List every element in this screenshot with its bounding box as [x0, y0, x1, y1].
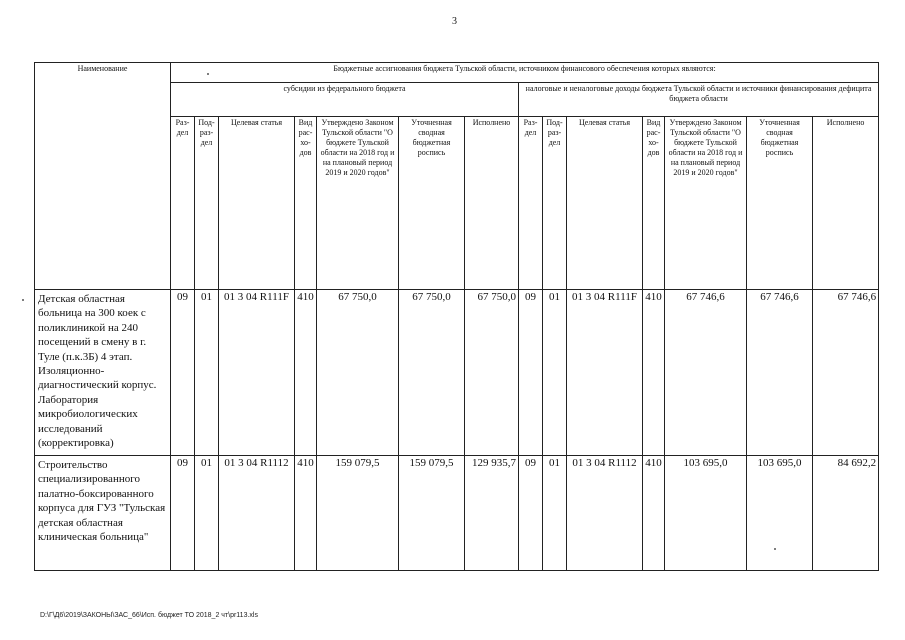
- row-name: Строительство специализированного палатно-боксированного корпуса для ГУЗ "Тульская детская областная клиническая больница": [35, 456, 171, 571]
- regional-tselevaya-cell: 01 3 04 R111F: [567, 290, 643, 456]
- regional-razdel-cell: 09: [519, 456, 543, 571]
- federal-utochnennaya-cell: 67 750,0: [399, 290, 465, 456]
- row-name: Детская областная больница на 300 коек с поликлиникой на 240 посещений в смену в г. Туле (п.к.3Б) 4 этап. Изоляционно-диагностический корпус. Лаборатория микробиологических исследований (корректировка): [35, 290, 171, 456]
- scan-speck: [207, 73, 209, 75]
- federal-ispolneno-cell: 67 750,0: [465, 290, 519, 456]
- federal-utverzhdeno-cell: 159 079,5: [317, 456, 399, 571]
- federal-tselevaya-cell: 01 3 04 R111F: [219, 290, 295, 456]
- regional-utochnennaya-cell: 67 746,6: [747, 290, 813, 456]
- regional-utverzhdeno-cell: 103 695,0: [665, 456, 747, 571]
- federal-utochnennaya-cell: 159 079,5: [399, 456, 465, 571]
- header-top: Бюджетные ассигнования бюджета Тульской области, источником финансового обеспечения которых являются:: [171, 63, 879, 83]
- regional-ispolneno-cell: 67 746,6: [813, 290, 879, 456]
- budget-table: [34, 62, 879, 571]
- table-row: [35, 456, 879, 571]
- header-federal-vid: Вид рас-хо-дов: [295, 117, 317, 290]
- header-regional-ispolneno: Исполнено: [813, 117, 879, 290]
- header-group-regional: налоговые и неналоговые доходы бюджета Тульской области и источники финансирования дефицита бюджета области: [519, 83, 879, 117]
- header-group-federal: субсидии из федерального бюджета: [171, 83, 519, 117]
- regional-vid-cell: 410: [643, 290, 665, 456]
- federal-vid-cell: 410: [295, 456, 317, 571]
- scan-speck: [774, 548, 776, 550]
- regional-razdel-cell: 09: [519, 290, 543, 456]
- table-row: [35, 290, 879, 456]
- header-federal-razdel: Раз-дел: [171, 117, 195, 290]
- regional-tselevaya-cell: 01 3 04 R1112: [567, 456, 643, 571]
- header-federal-ispolneno: Исполнено: [465, 117, 519, 290]
- header-regional-vid: Вид рас-хо-дов: [643, 117, 665, 290]
- header-federal-tselevaya: Целевая статья: [219, 117, 295, 290]
- regional-utverzhdeno-cell: 67 746,6: [665, 290, 747, 456]
- federal-razdel-cell: 09: [171, 456, 195, 571]
- header-regional-podrazdel: Под-раз-дел: [543, 117, 567, 290]
- regional-vid-cell: 410: [643, 456, 665, 571]
- page-number: 3: [452, 16, 457, 27]
- regional-ispolneno-cell: 84 692,2: [813, 456, 879, 571]
- header-regional-tselevaya: Целевая статья: [567, 117, 643, 290]
- header-regional-razdel: Раз-дел: [519, 117, 543, 290]
- federal-vid-cell: 410: [295, 290, 317, 456]
- header-federal-utverzhdeno: Утверждено Законом Тульской области "О бюджете Тульской области на 2018 год и на плановый период 2019 и 2020 годов": [317, 117, 399, 290]
- regional-podrazdel-cell: 01: [543, 290, 567, 456]
- header-federal-utochnennaya: Уточненная сводная бюджетная роспись: [399, 117, 465, 290]
- federal-ispolneno-cell: 129 935,7: [465, 456, 519, 571]
- federal-razdel-cell: 09: [171, 290, 195, 456]
- federal-podrazdel-cell: 01: [195, 456, 219, 571]
- header-name: Наименование: [35, 63, 171, 290]
- regional-utochnennaya-cell: 103 695,0: [747, 456, 813, 571]
- footer-file-path: D:\Г\Д6\2019\ЗАКОНЫ\ЗАС_66\Исп. бюджет ТО 2018_2 чт\pr113.xls: [40, 612, 258, 619]
- header-federal-podrazdel: Под-раз-дел: [195, 117, 219, 290]
- scan-speck: [22, 299, 24, 301]
- regional-podrazdel-cell: 01: [543, 456, 567, 571]
- federal-utverzhdeno-cell: 67 750,0: [317, 290, 399, 456]
- header-regional-utverzhdeno: Утверждено Законом Тульской области "О бюджете Тульской области на 2018 год и на плановый период 2019 и 2020 годов": [665, 117, 747, 290]
- federal-tselevaya-cell: 01 3 04 R1112: [219, 456, 295, 571]
- federal-podrazdel-cell: 01: [195, 290, 219, 456]
- header-regional-utochnennaya: Уточненная сводная бюджетная роспись: [747, 117, 813, 290]
